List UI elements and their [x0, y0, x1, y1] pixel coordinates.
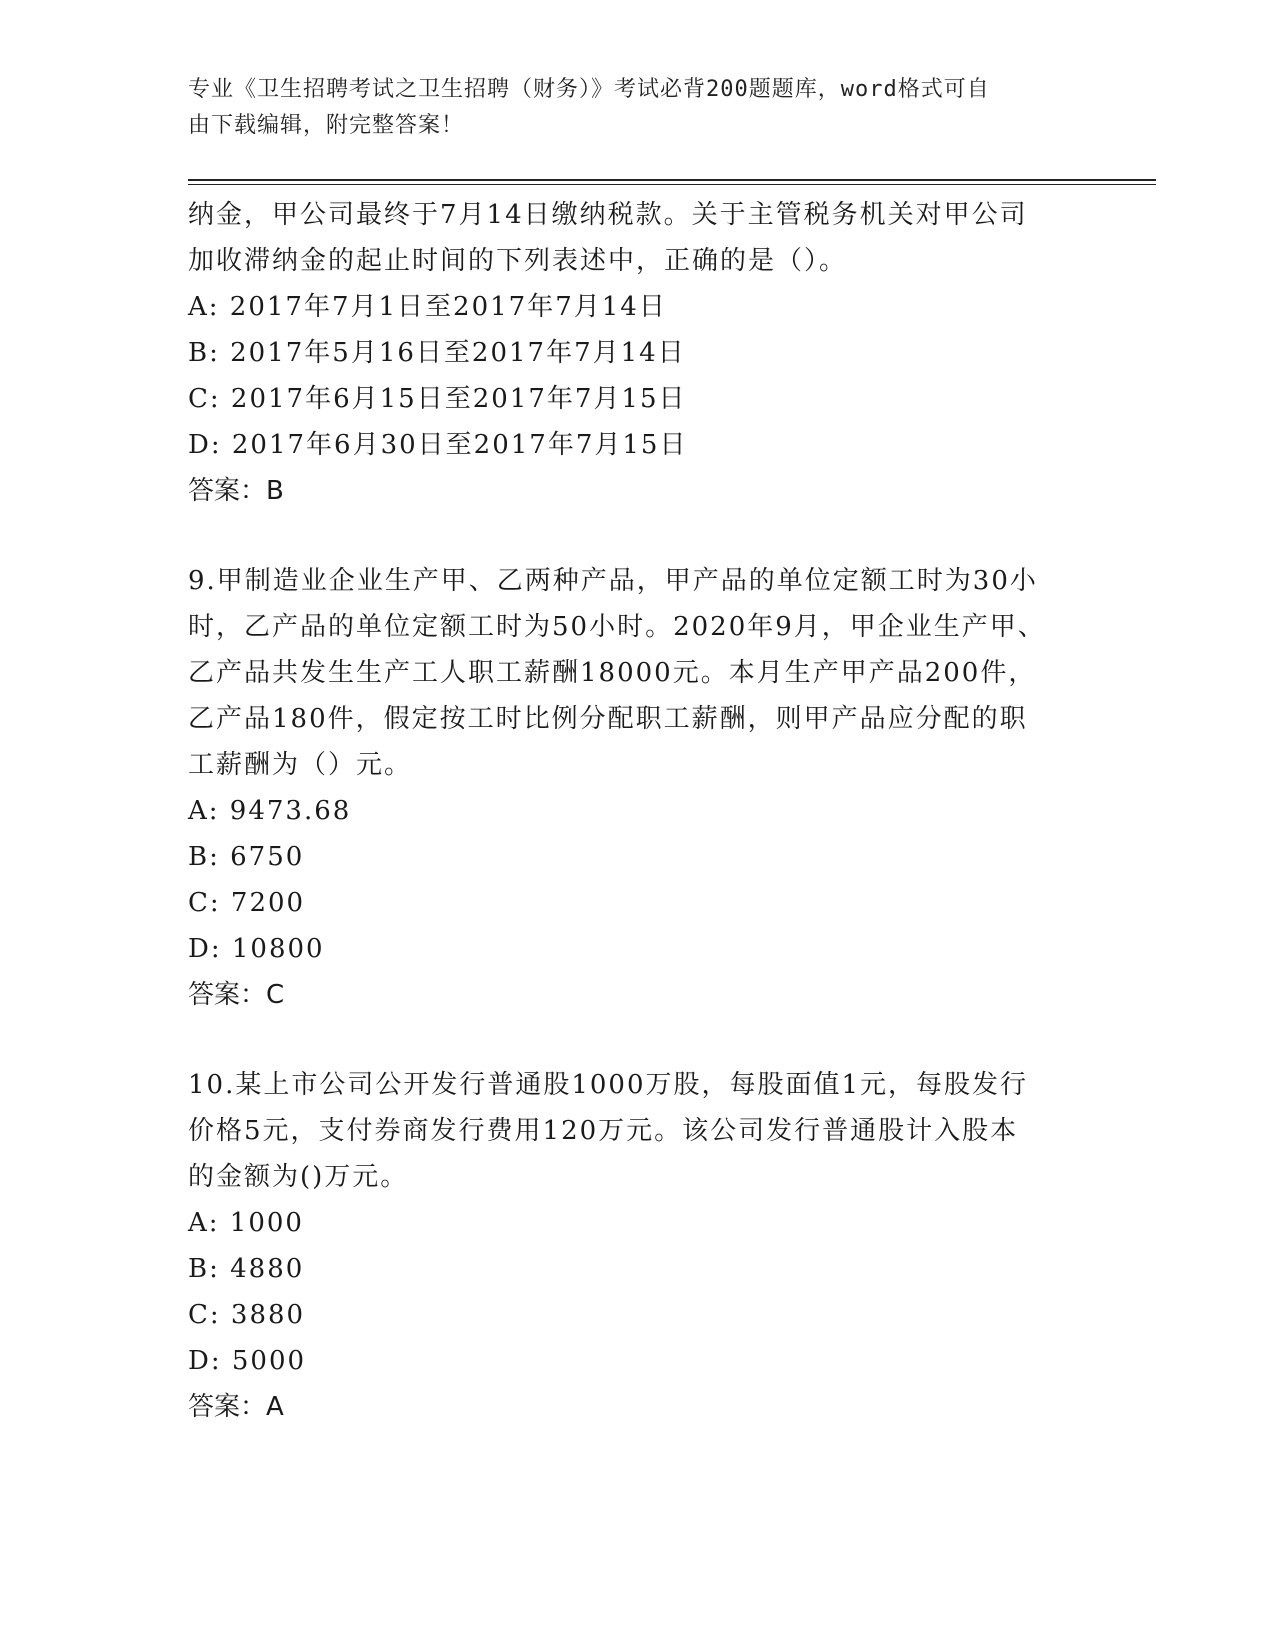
question-10-option-a: A: 1000: [188, 1208, 304, 1238]
question-9-text-line-2: 时，乙产品的单位定额工时为50小时。2020年9月，甲企业生产甲、: [188, 612, 1046, 642]
question-8-option-d: D: 2017年6月30日至2017年7月15日: [188, 430, 688, 460]
question-9-option-a: A: 9473.68: [188, 796, 352, 826]
question-10-text-line-2: 价格5元，支付券商发行费用120万元。该公司发行普通股计入股本: [188, 1116, 1019, 1146]
question-9: [188, 558, 1088, 1018]
question-9-answer: 答案：C: [188, 980, 285, 1010]
question-8-text-line-2: 加收滞纳金的起止时间的下列表述中，正确的是（）。: [188, 246, 848, 276]
question-10-option-c: C: 3880: [188, 1300, 306, 1330]
document-header: [188, 72, 1088, 144]
header-line-1: 专业《卫生招聘考试之卫生招聘（财务）》考试必背200题题库，word格式可自: [188, 77, 990, 102]
question-9-text-line-5: 工薪酬为（）元。: [188, 750, 413, 780]
question-10-option-b: B: 4880: [188, 1254, 305, 1284]
question-10-answer: 答案：A: [188, 1392, 284, 1422]
question-8-option-c: C: 2017年6月15日至2017年7月15日: [188, 384, 687, 414]
spacer: [188, 1018, 1088, 1062]
question-8-answer: 答案：B: [188, 476, 284, 506]
header-divider-thin: [188, 184, 1156, 185]
question-9-option-b: B: 6750: [188, 842, 305, 872]
question-10-option-d: D: 5000: [188, 1346, 307, 1376]
question-9-option-c: C: 7200: [188, 888, 306, 918]
question-8: [188, 192, 1088, 514]
question-10: [188, 1062, 1088, 1430]
header-line-2: 由下载编辑，附完整答案！: [188, 113, 465, 138]
question-9-option-d: D: 10800: [188, 934, 325, 964]
document-body: [188, 192, 1088, 1430]
question-8-option-b: B: 2017年5月16日至2017年7月14日: [188, 338, 686, 368]
question-10-text-line-1: 10.某上市公司公开发行普通股1000万股，每股面值1元，每股发行: [188, 1070, 1029, 1100]
question-10-text-line-3: 的金额为()万元。: [188, 1162, 409, 1192]
header-divider-thick: [188, 179, 1156, 181]
question-9-text-line-4: 乙产品180件，假定按工时比例分配职工薪酬，则甲产品应分配的职: [188, 704, 1028, 734]
question-9-text-line-3: 乙产品共发生生产工人职工薪酬18000元。本月生产甲产品200件，: [188, 658, 1037, 688]
spacer: [188, 514, 1088, 558]
question-9-text-line-1: 9.甲制造业企业生产甲、乙两种产品，甲产品的单位定额工时为30小: [188, 566, 1038, 596]
question-8-text-line-1: 纳金，甲公司最终于7月14日缴纳税款。关于主管税务机关对甲公司: [188, 200, 1028, 230]
question-8-option-a: A: 2017年7月1日至2017年7月14日: [188, 292, 667, 322]
